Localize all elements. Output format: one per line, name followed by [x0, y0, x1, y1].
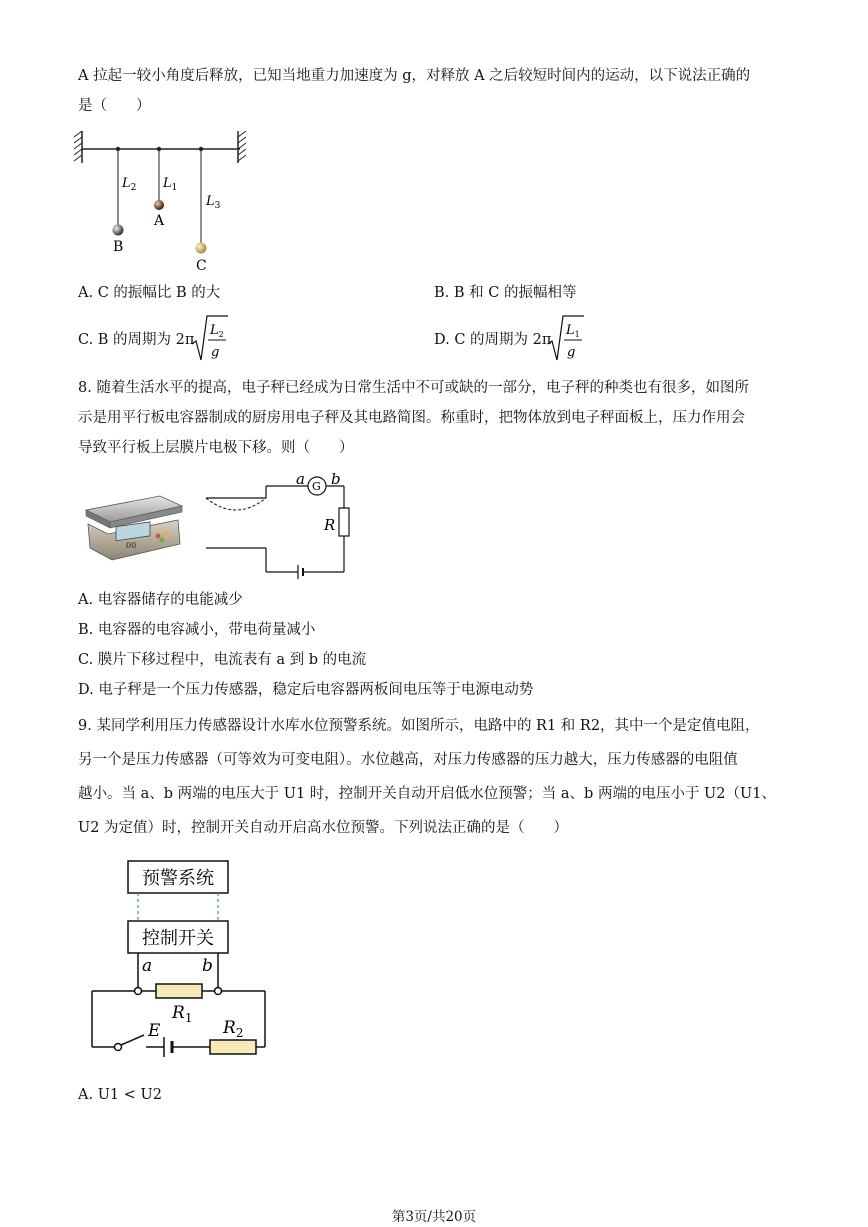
q9-option-a[interactable]: A. U1 < U2: [78, 1087, 162, 1103]
svg-text:b: b: [202, 956, 213, 976]
svg-text:G: G: [312, 480, 321, 493]
svg-text:L1: $L_1$: [163, 176, 178, 193]
ball-a: [154, 200, 164, 210]
svg-text:L2: $L_2$: [122, 176, 137, 193]
svg-text:L2: $L_2$: [210, 323, 224, 339]
q7-option-c[interactable]: [78, 330, 194, 350]
resistor-r2: [210, 1040, 256, 1054]
warning-system-label: 预警系统: [142, 868, 214, 889]
resistor-r1: [156, 984, 202, 998]
q7-pendulum-figure: [70, 125, 260, 275]
q7-option-d[interactable]: [434, 330, 551, 350]
svg-text:L1: $L_1$: [566, 323, 580, 339]
svg-text:g: g: [567, 345, 576, 360]
resistor-r: [339, 508, 349, 536]
page-footer: 第3页/共20页: [391, 1209, 477, 1225]
q8-line3: 导致平行板上层膜片电极下移。则（ ）: [78, 440, 354, 456]
control-switch-label: 控制开关: [142, 928, 214, 949]
svg-text:b: b: [331, 470, 341, 488]
q8-option-a[interactable]: A. 电容器储存的电能减少: [78, 592, 243, 608]
q7-option-d-prefix: D. C 的周期为 2π: [434, 332, 552, 348]
svg-text:a: a: [142, 956, 153, 976]
q8-line1: 8. 随着生活水平的提高，电子秤已经成为日常生活中不可或缺的一部分，电子秤的种类也有很多，如图所: [78, 380, 749, 396]
q8-option-b[interactable]: B. 电容器的电容减小，带电荷量减小: [78, 622, 316, 638]
svg-text:B: B: [113, 239, 124, 255]
q8-line2: 示是用平行板电容器制成的厨房用电子秤及其电路简图。称重时，把物体放到电子秤面板上，压力作用会: [78, 410, 745, 426]
q8-capacitor-circuit: [200, 468, 360, 580]
ball-c: [196, 243, 207, 254]
svg-text:L3: $L_3$: [206, 194, 221, 211]
svg-text:R1: $R_1$: [172, 1003, 193, 1025]
svg-text:a: a: [296, 470, 305, 488]
svg-text:g: g: [211, 345, 220, 360]
q9-warning-circuit: [80, 855, 280, 1065]
q8-option-c[interactable]: C. 膜片下移过程中，电流表有 a 到 b 的电流: [78, 652, 367, 668]
q9-line4: U2 为定值）时，控制开关自动开启高水位预警。下列说法正确的是（ ）: [78, 820, 569, 836]
q8-kitchen-scale-image: [78, 488, 188, 568]
q7-option-a[interactable]: A. C 的振幅比 B 的大: [78, 285, 221, 301]
q7-option-d-radical: [546, 314, 586, 366]
q9-line3: 越小。当 a、b 两端的电压大于 U1 时，控制开关自动开启低水位预警；当 a、b 两端的电压小于 U2（U1、: [78, 786, 776, 802]
svg-text:R: R: [324, 516, 336, 534]
svg-text:R2: $R_2$: [223, 1018, 244, 1040]
svg-text:C: C: [196, 258, 207, 274]
q7-intro-line1: A 拉起一较小角度后释放，已知当地重力加速度为 g，对释放 A 之后较短时间内的运动，以下说法正确的: [78, 68, 751, 84]
ball-b: [113, 225, 124, 236]
svg-text:A: A: [154, 213, 165, 229]
scale-display-text: 00: [126, 541, 137, 550]
q8-option-d[interactable]: D. 电子秤是一个压力传感器，稳定后电容器两板间电压等于电源电动势: [78, 682, 534, 698]
q7-option-c-radical: [190, 314, 230, 366]
q7-option-b[interactable]: B. B 和 C 的振幅相等: [434, 285, 577, 301]
q7-option-c-prefix: C. B 的周期为 2π: [78, 332, 195, 348]
q9-line2: 另一个是压力传感器（可等效为可变电阻）。水位越高，对压力传感器的压力越大，压力传感器的电阻值: [78, 752, 738, 768]
svg-text:E: E: [148, 1021, 161, 1041]
q9-line1: 9. 某同学利用压力传感器设计水库水位预警系统。如图所示，电路中的 R1 和 R2，其中一个是定值电阻，: [78, 718, 760, 734]
q7-intro-line2: 是（ ）: [78, 98, 151, 114]
